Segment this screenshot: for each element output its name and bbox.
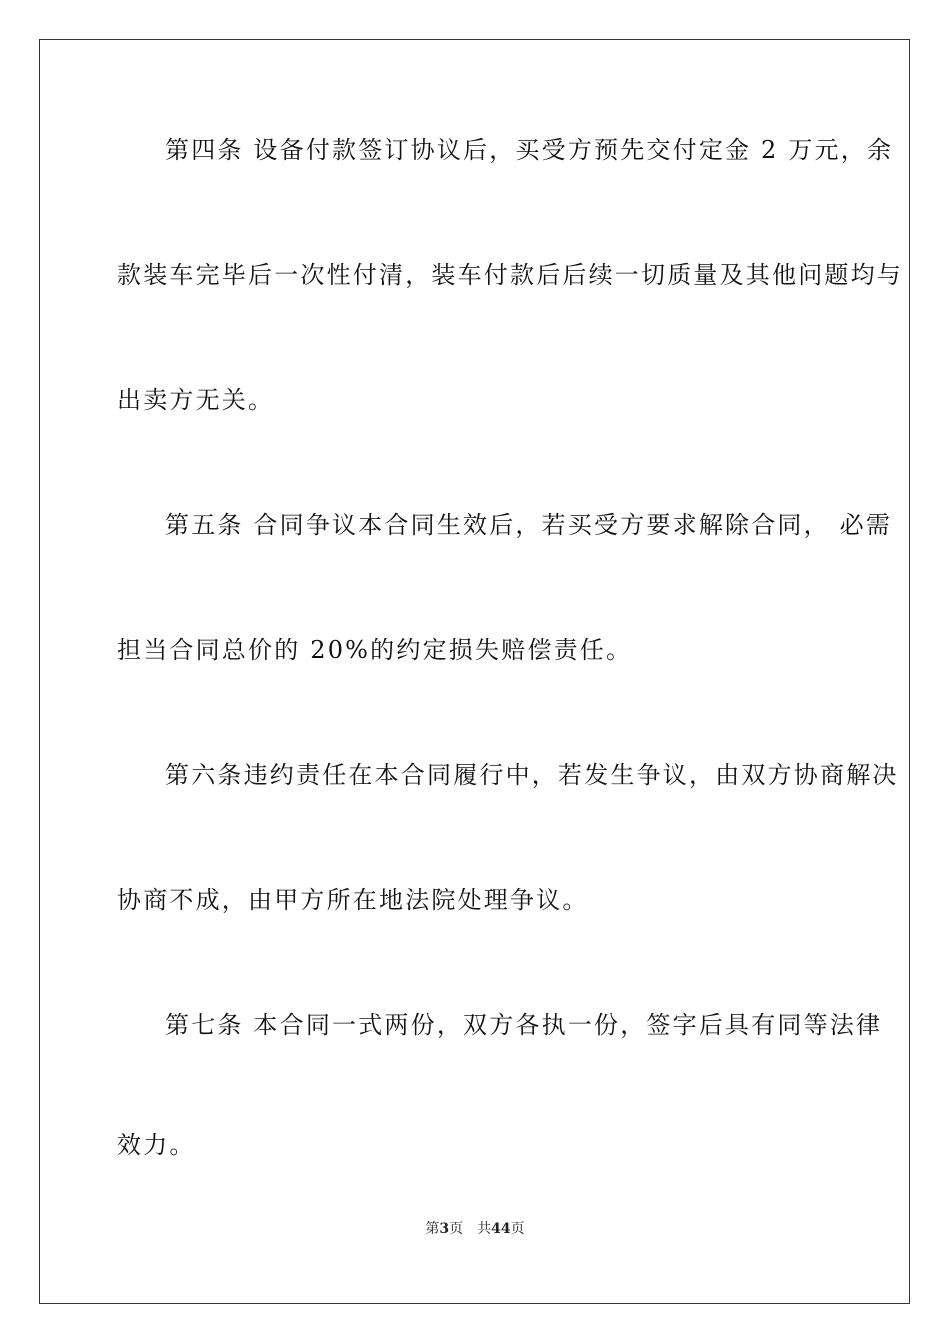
- paragraph-line: 出卖方无关。: [117, 386, 275, 414]
- paragraph-line: 效力。: [117, 1131, 196, 1159]
- footer-page-number: 3: [439, 1221, 450, 1237]
- paragraph-line: 协商不成，由甲方所在地法院处理争议。: [117, 886, 589, 914]
- paragraph-line: 第七条 本合同一式两份，双方各执一份，签字后具有同等法律: [165, 1011, 883, 1039]
- footer-total-pages: 44: [491, 1221, 511, 1237]
- paragraph-line: 第四条 设备付款签订协议后，买受方预先交付定金 2 万元，余: [165, 136, 894, 164]
- footer-total-suffix: 页: [510, 1221, 525, 1237]
- page-footer: [0, 1220, 950, 1238]
- footer-total-prefix: 共: [477, 1221, 492, 1237]
- footer-page-suffix: 页: [449, 1221, 464, 1237]
- paragraph-line: 款装车完毕后一次性付清，装车付款后后续一切质量及其他问题均与: [117, 261, 903, 289]
- footer-page-prefix: 第: [425, 1221, 440, 1237]
- paragraph-line: 第六条违约责任在本合同履行中，若发生争议，由双方协商解决: [165, 761, 899, 789]
- paragraph-line: 第五条 合同争议本合同生效后，若买受方要求解除合同， 必需: [165, 511, 893, 539]
- page-border: [39, 39, 910, 1304]
- paragraph-line: 担当合同总价的 20%的约定损失赔偿责任。: [117, 636, 633, 664]
